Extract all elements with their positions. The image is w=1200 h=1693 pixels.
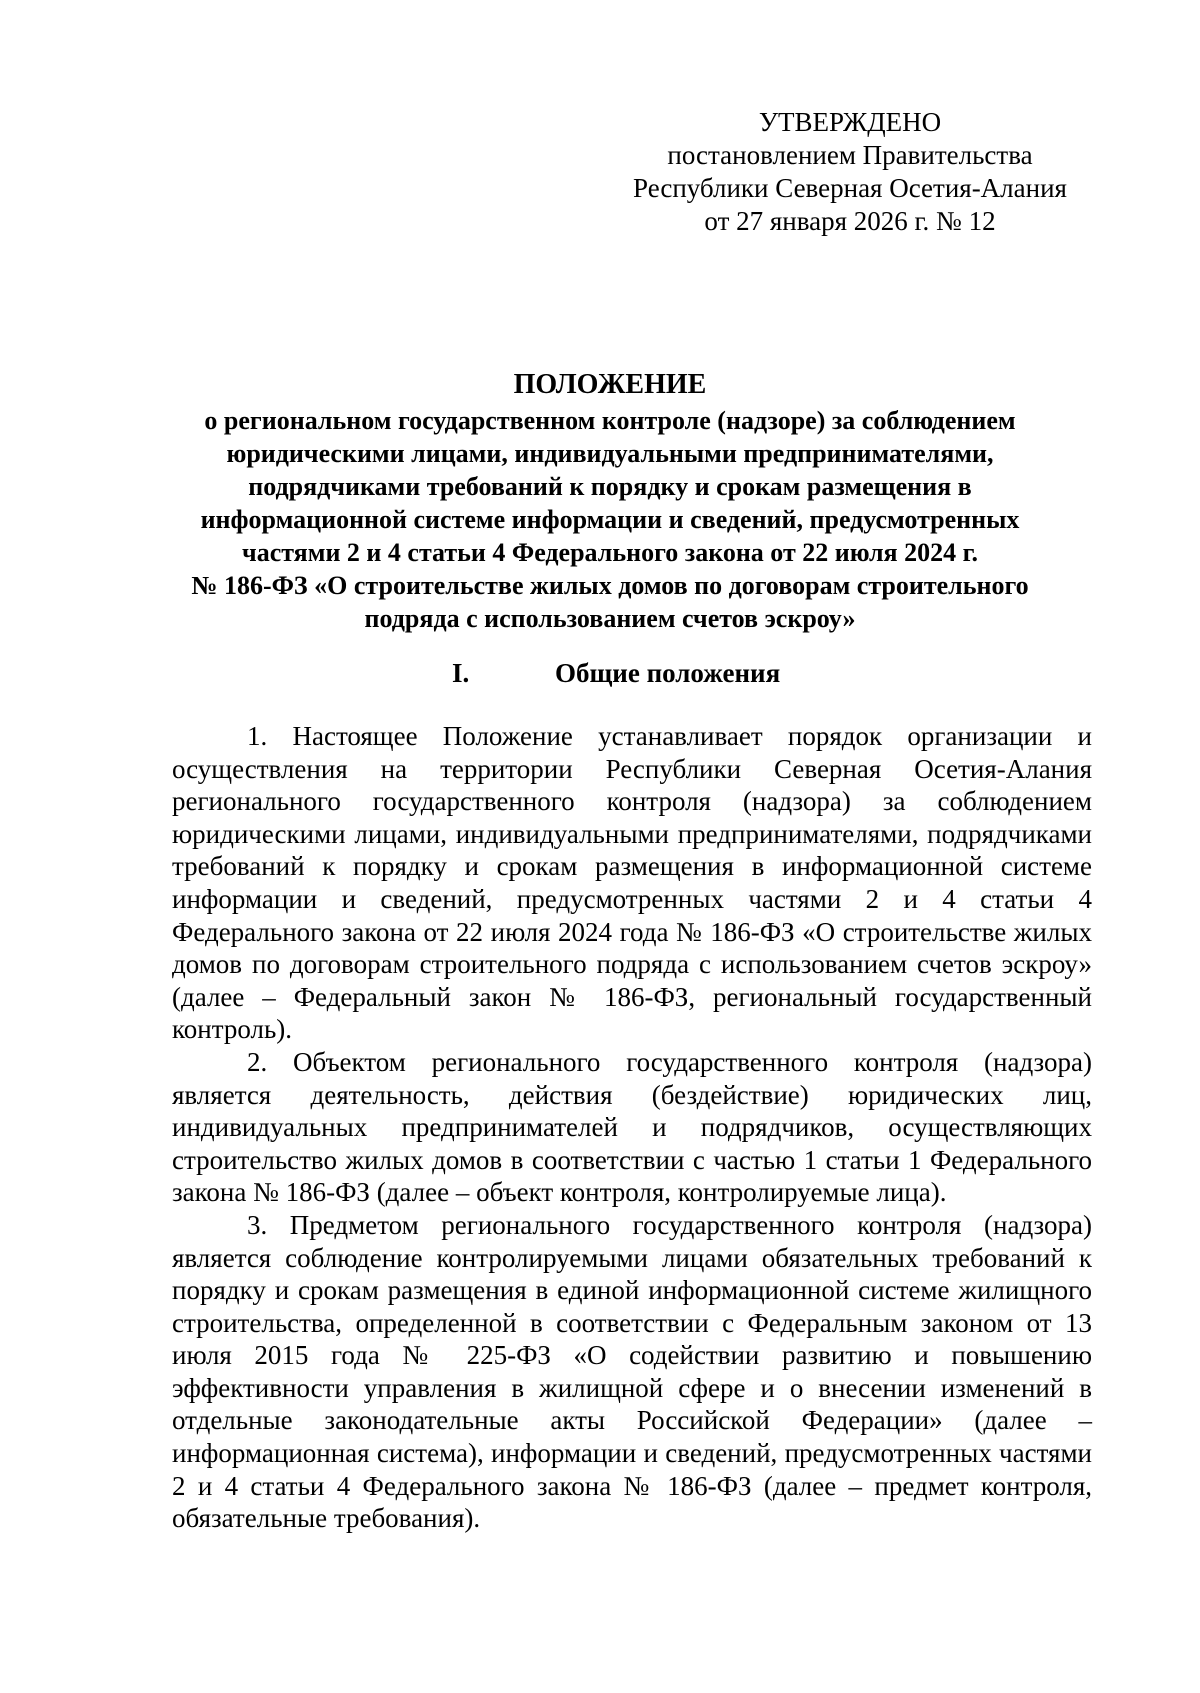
- approval-date-line: от 27 января 2026 г. № 12: [704, 206, 996, 236]
- paragraph-2: 2. Объектом регионального государственного контроля (надзора) является деятельность, действия (бездействие) юридических лиц, индивидуальных предпринимателей и подрядчиков, осуществляющих строительство жилых домов в соответствии с частью 1 статьи 1 Федерального закона № 186-ФЗ (далее – объект контроля, контролируемые лица).: [172, 1046, 1092, 1208]
- approval-heading: УТВЕРЖДЕНО: [758, 107, 942, 137]
- document-title-block: [160, 368, 1060, 635]
- document-title-line: подрядчиками требований к порядку и срокам размещения в: [248, 472, 972, 501]
- approval-line: Республики Северная Осетия-Алания: [633, 173, 1067, 203]
- section-title: Общие положения: [555, 658, 781, 688]
- section-number: I.: [452, 658, 470, 688]
- document-type: ПОЛОЖЕНИЕ: [513, 369, 707, 400]
- section-heading: [0, 658, 1200, 692]
- document-title-line: юридическими лицами, индивидуальными предпринимателями,: [226, 439, 994, 468]
- approval-stamp-block: [600, 106, 1100, 238]
- approval-line: постановлением Правительства: [667, 140, 1033, 170]
- document-body: [172, 720, 1092, 1535]
- paragraph-3: 3. Предметом регионального государственного контроля (надзора) является соблюдение контролируемыми лицами обязательных требований к порядку и срокам размещения в единой информационной системе жилищного строительства, определенной в соответствии с Федеральным законом от 13 июля 2015 года № 225-ФЗ «О содействии развитию и повышению эффективности управления в жилищной сфере и о внесении изменений в отдельные законодательные акты Российской Федерации» (далее – информационная система), информации и сведений, предусмотренных частями 2 и 4 статьи 4 Федерального закона № 186-ФЗ (далее – предмет контроля, обязательные требования).: [172, 1209, 1092, 1534]
- document-title-line: о региональном государственном контроле (надзоре) за соблюдением: [204, 406, 1016, 435]
- document-title-line: подряда с использованием счетов эскроу»: [364, 604, 856, 633]
- paragraph-1: 1. Настоящее Положение устанавливает порядок организации и осуществления на территории Республики Северная Осетия-Алания регионального государственного контроля (надзора) за соблюдением юридическими лицами, индивидуальными предпринимателями, подрядчиками требований к порядку и срокам размещения в информационной системе информации и сведений, предусмотренных частями 2 и 4 статьи 4 Федерального закона от 22 июля 2024 года № 186-ФЗ «О строительстве жилых домов по договорам строительного подряда с использованием счетов эскроу» (далее – Федеральный закон № 186-ФЗ, региональный государственный контроль).: [172, 721, 1092, 1045]
- document-title-line: информационной системе информации и сведений, предусмотренных: [200, 505, 1020, 534]
- document-title-line: № 186-ФЗ «О строительстве жилых домов по договорам строительного: [191, 571, 1029, 600]
- document-title-line: частями 2 и 4 статьи 4 Федерального закона от 22 июля 2024 г.: [242, 538, 978, 567]
